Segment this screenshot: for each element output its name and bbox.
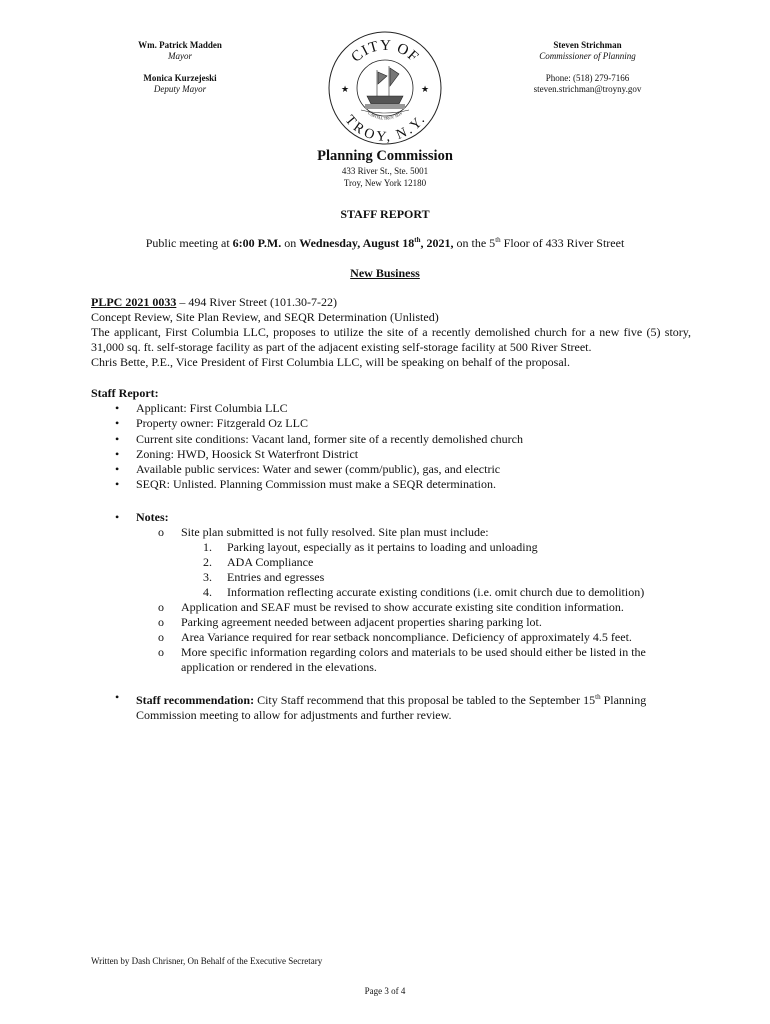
list-item: • Current site conditions: Vacant land, former site of a recently demolished church [91,432,523,447]
case-reviews: Concept Review, Site Plan Review, and SEQR Determination (Unlisted) [91,310,439,324]
svg-text:★: ★ [421,84,430,94]
staff-report-list [91,401,523,493]
case-description: The applicant, First Columbia LLC, proposes to utilize the site of a recently demolished church for a new five (5) story, 31,000 sq. ft. self-storage facility as part of the adjacent existing self-storage facility at 500 River Street. [91,325,691,354]
recommendation-text: Staff recommendation: City Staff recommend that this proposal be tabled to the September 15th Planning Commission meeting to allow for adjustments and further review. [136,693,647,722]
numbered-marker: 1. [203,540,212,554]
list-item: • SEQR: Unlisted. Planning Commission must make a SEQR determination. [91,477,523,492]
mayor-name: Wm. Patrick Madden [138,40,222,50]
note-text: Area Variance required for rear setback noncompliance. Deficiency of approximately 4.5 feet. [181,630,632,644]
footer-note: Written by Dash Chrisner, On Behalf of the Executive Secretary [91,956,323,966]
list-item: • Available public services: Water and sewer (comm/public), gas, and electric [91,462,523,477]
list-item: • Applicant: First Columbia LLC [91,401,523,416]
notes-label: Notes: [136,510,169,524]
svg-text:CAPITAL TROY 1816: CAPITAL TROY 1816 [367,110,403,121]
case-block [91,295,691,370]
numbered-marker: 3. [203,570,212,584]
numbered-text: ADA Compliance [227,555,314,569]
recommendation-label: Staff recommendation: [136,693,255,707]
commissioner-title: Commissioner of Planning [539,51,636,61]
svg-text:★: ★ [341,84,350,94]
numbered-text: Parking layout, especially as it pertains to loading and unloading [227,540,538,554]
note-text: Parking agreement needed between adjacent properties sharing parking lot. [181,615,542,629]
address-line-1: 433 River St., Ste. 5001 [341,166,429,176]
email-address: steven.strichman@troyny.gov [533,84,642,94]
meeting-line: Public meeting at 6:00 P.M. on Wednesday, August 18th, 2021, on the 5th Floor of 433 River Street [145,236,625,250]
section-heading: New Business [350,266,420,280]
note-text: More specific information regarding colors and materials to be used should either be listed in the application or rendered in the elevations. [181,645,646,674]
sub-marker: o [158,630,164,644]
case-header [91,295,691,310]
list-item: • Zoning: HWD, Hoosick St Waterfront District [91,447,523,462]
bullet-glyph: • [115,510,120,524]
list-item: • Property owner: Fitzgerald Oz LLC [91,416,523,431]
organization-block [0,147,770,189]
city-seal [327,30,443,146]
report-title: STAFF REPORT [340,207,430,221]
case-location: – 494 River Street (101.30-7-22) [176,295,337,309]
numbered-text: Entries and egresses [227,570,325,584]
address-line-2: Troy, New York 12180 [343,178,427,188]
header-right [515,40,660,95]
organization-title: Planning Commission [317,148,453,164]
deputy-mayor-name: Monica Kurzejeski [143,73,217,83]
sub-marker: o [158,645,164,659]
sub-marker: o [158,600,164,614]
svg-text:CITY OF: CITY OF [348,37,422,66]
note-text: Site plan submitted is not fully resolved. Site plan must include: [181,525,489,539]
phone-number: Phone: (518) 279-7166 [545,73,630,83]
bullet-glyph: • [115,690,120,704]
staff-report-title: Staff Report: [91,386,159,400]
page-number: Page 3 of 4 [364,986,406,996]
numbered-text: Information reflecting accurate existing conditions (i.e. omit church due to demolition) [227,585,645,599]
case-speaker: Chris Bette, P.E., Vice President of First Columbia LLC, will be speaking on behalf of the proposal. [91,355,570,369]
deputy-mayor-title: Deputy Mayor [153,84,207,94]
svg-text:TROY, N.Y.: TROY, N.Y. [341,112,429,146]
sub-marker: o [158,525,164,539]
note-text: Application and SEAF must be revised to show accurate existing site condition information. [181,600,624,614]
sub-marker: o [158,615,164,629]
commissioner-name: Steven Strichman [553,40,622,50]
numbered-marker: 4. [203,585,212,599]
header-left [110,40,250,95]
numbered-marker: 2. [203,555,212,569]
mayor-title: Mayor [168,51,192,61]
case-id: PLPC 2021 0033 [91,295,177,309]
